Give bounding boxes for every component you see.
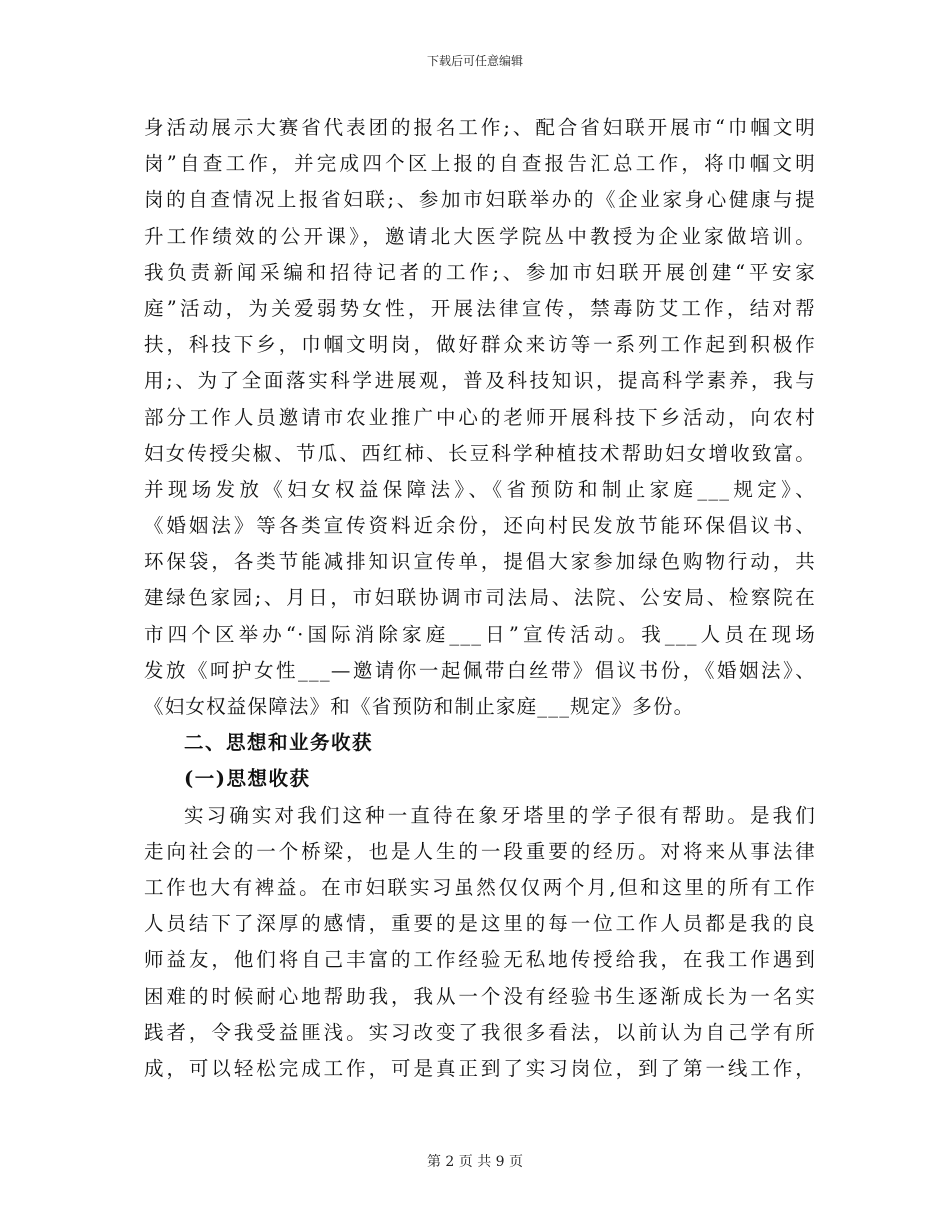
body-line: 建绿色家园;、月日，市妇联协调市司法局、法院、公安局、检察院在	[144, 586, 816, 610]
subsection-heading: (一)思想收获	[184, 767, 311, 791]
paragraph-line: 成，可以轻松完成工作，可是真正到了实习岗位，到了第一线工作，	[144, 1056, 816, 1080]
body-line: 并现场发放《妇女权益保障法》、《省预防和制止家庭___规定》、	[144, 477, 816, 501]
body-line: 市四个区举办“·国际消除家庭___日”宣传活动。我___人员在现场	[144, 622, 816, 646]
document-body	[144, 110, 816, 1087]
body-line: 岗的自查情况上报省妇联;、参加市妇联举办的《企业家身心健康与提	[144, 188, 816, 212]
body-line: 环保袋，各类节能减排知识宣传单，提倡大家参加绿色购物行动，共	[144, 550, 816, 574]
paragraph-line: 践者，令我受益匪浅。实习改变了我很多看法，以前认为自己学有所	[144, 1020, 816, 1044]
body-line: 岗”自查工作，并完成四个区上报的自查报告汇总工作，将巾帼文明	[144, 152, 816, 176]
paragraph-line: 人员结下了深厚的感情，重要的是这里的每一位工作人员都是我的良	[144, 912, 816, 936]
body-line: 升工作绩效的公开课》，邀请北大医学院丛中教授为企业家做培训。	[144, 224, 816, 248]
body-line: 《婚姻法》等各类宣传资料近余份，还向村民发放节能环保倡议书、	[144, 514, 816, 538]
section-heading: 二、思想和业务收获	[184, 731, 374, 755]
paragraph-line: 困难的时候耐心地帮助我，我从一个没有经验书生逐渐成长为一名实	[144, 984, 816, 1008]
body-line: 《妇女权益保障法》和《省预防和制止家庭___规定》多份。	[144, 695, 695, 718]
body-line: 用;、为了全面落实科学进展观，普及科技知识，提高科学素养，我与	[144, 369, 816, 393]
body-line: 庭”活动，为关爱弱势女性，开展法律宣传，禁毒防艾工作，结对帮	[144, 296, 816, 320]
paragraph-line: 实习确实对我们这种一直待在象牙塔里的学子很有帮助。是我们	[184, 803, 816, 827]
body-line: 妇女传授尖椒、节瓜、西红柿、长豆科学种植技术帮助妇女增收致富。	[144, 441, 816, 465]
page-number: 第 2 页 共 9 页	[426, 1154, 524, 1170]
paragraph-line: 师益友，他们将自己丰富的工作经验无私地传授给我，在我工作遇到	[144, 948, 816, 972]
paragraph-line: 走向社会的一个桥梁，也是人生的一段重要的经历。对将来从事法律	[144, 839, 816, 863]
paragraph-line: 工作也大有裨益。在市妇联实习虽然仅仅两个月,但和这里的所有工作	[144, 875, 816, 899]
body-line: 我负责新闻采编和招待记者的工作;、参加市妇联开展创建“平安家	[144, 260, 816, 284]
body-line: 部分工作人员邀请市农业推广中心的老师开展科技下乡活动，向农村	[144, 405, 816, 429]
body-line: 身活动展示大赛省代表团的报名工作;、配合省妇联开展市“巾帼文明	[144, 116, 816, 139]
page-header-note: 下载后可任意编辑	[426, 54, 523, 68]
body-line: 扶，科技下乡，巾帼文明岗，做好群众来访等一系列工作起到积极作	[144, 333, 816, 357]
body-line: 发放《呵护女性___—邀请你一起佩带白丝带》倡议书份，《婚姻法》、	[144, 658, 816, 682]
